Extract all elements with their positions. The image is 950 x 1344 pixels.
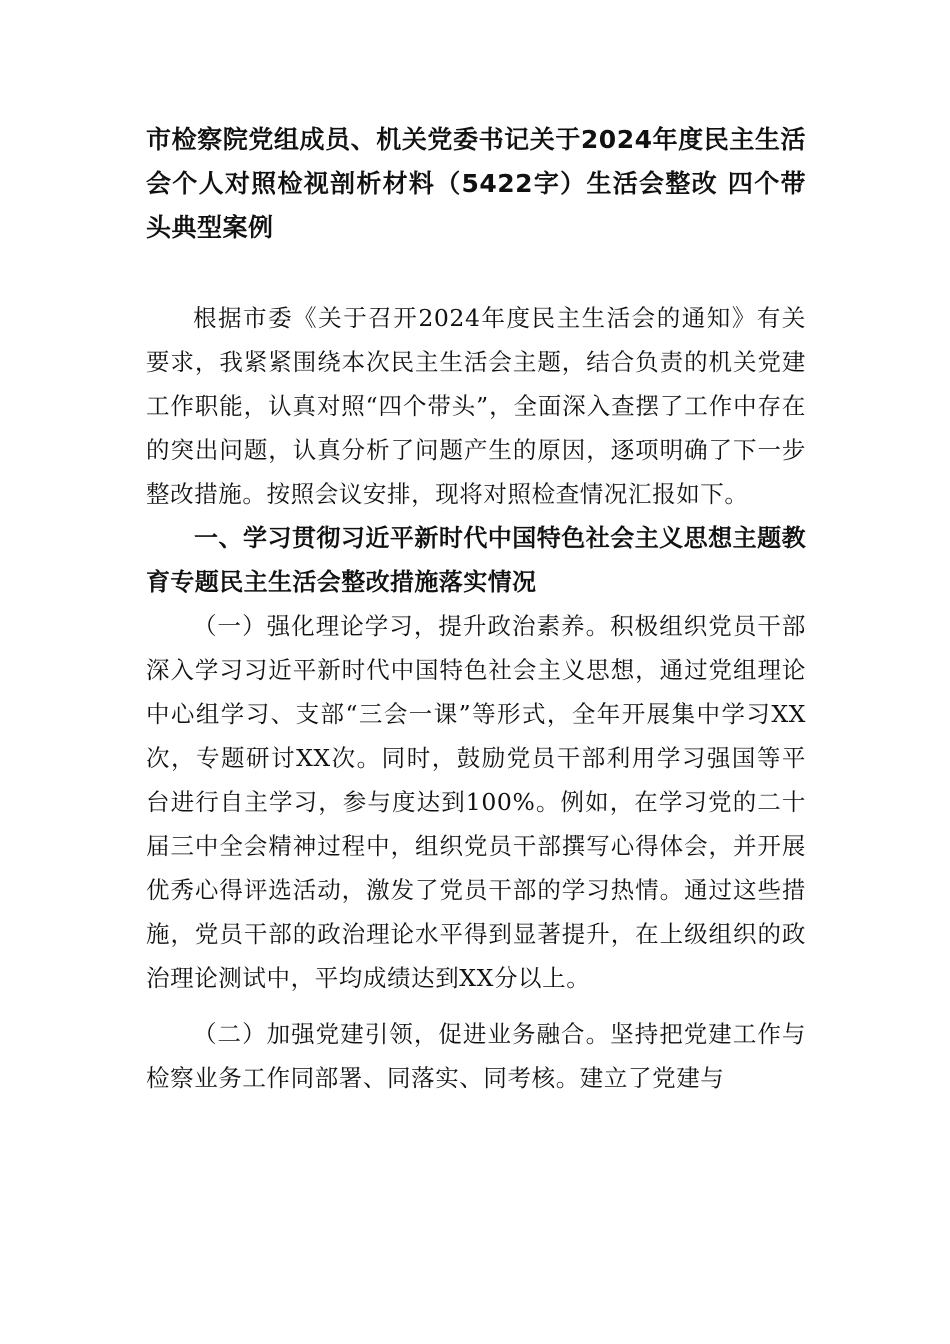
section-heading-1: 一、学习贯彻习近平新时代中国特色社会主义思想主题教育专题民主生活会整改措施落实情况	[146, 524, 806, 596]
intro-paragraph: 根据市委《关于召开2024年度民主生活会的通知》有关要求，我紧紧围绕本次民主生活会主题，结合负责的机关党建工作职能，认真对照“四个带头”，全面深入查摆了工作中存在的突出问题，认真分析了问题产生的原因，逐项明确了下一步整改措施。按照会议安排，现将对照检查情况汇报如下。	[146, 304, 806, 508]
paragraph-1: （一）强化理论学习，提升政治素养。积极组织党员干部深入学习习近平新时代中国特色社会主义思想，通过党组理论中心组学习、支部“三会一课”等形式，全年开展集中学习XX次，专题研讨XX次。同时，鼓励党员干部利用学习强国等平台进行自主学习，参与度达到100%。例如，在学习党的二十届三中全会精神过程中，组织党员干部撰写心得体会，并开展优秀心得评选活动，激发了党员干部的学习热情。通过这些措施，党员干部的政治理论水平得到显著提升，在上级组织的政治理论测试中，平均成绩达到XX分以上。	[146, 612, 806, 992]
document-content	[146, 118, 806, 1100]
paragraph-2: （二）加强党建引领，促进业务融合。坚持把党建工作与检察业务工作同部署、同落实、同考核。建立了党建与	[146, 1020, 806, 1092]
document-title: 市检察院党组成员、机关党委书记关于2024年度民主生活会个人对照检视剖析材料（5422字）生活会整改 四个带头典型案例	[146, 125, 806, 242]
